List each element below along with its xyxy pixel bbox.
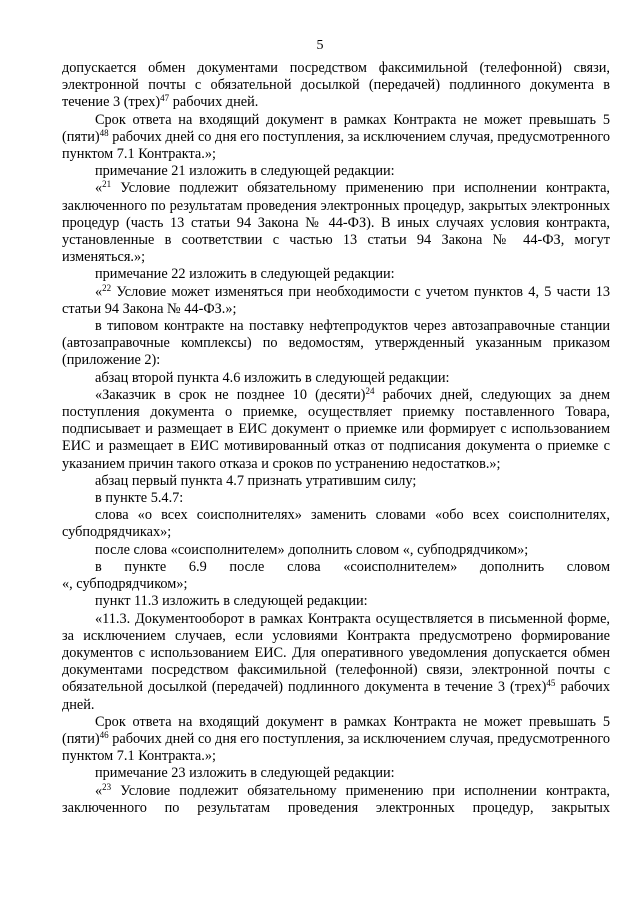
paragraph-text: «	[95, 283, 103, 300]
footnote-ref: 47	[160, 93, 170, 104]
paragraph-text: рабочих дней со дня его поступления, за исключением случая, предусмотренного пунктом 7.1 Контракта.»;	[62, 128, 610, 163]
footnote-ref: 45	[546, 678, 556, 689]
paragraph-text: «	[95, 782, 103, 799]
paragraph	[62, 490, 610, 507]
footnote-ref: 22	[102, 282, 112, 293]
paragraph	[62, 266, 610, 283]
paragraph	[62, 473, 610, 490]
footnote-ref: 46	[99, 729, 109, 740]
paragraph	[62, 370, 610, 387]
paragraph-text: в пункте 5.4.7:	[95, 490, 184, 507]
paragraph-text: примечание 21 изложить в следующей редакции:	[95, 163, 395, 180]
paragraph	[62, 542, 610, 559]
paragraph-text: рабочих дней со дня его поступления, за исключением случая, предусмотренного пунктом 7.1 Контракта.»;	[62, 730, 610, 765]
paragraph	[62, 180, 610, 266]
paragraph	[62, 783, 610, 817]
paragraph-text: «, субподрядчиком»;	[62, 576, 188, 593]
paragraph-text: рабочих дней.	[169, 94, 259, 111]
footnote-ref: 48	[99, 127, 109, 138]
paragraph-text: рабочих дней, следующих за днем поступления документа о приемке, осуществляет приемку поставленного Товара, подписывает и размещает в ЕИС документ о приемке или формирует с использованием ЕИС и размещает в ЕИС мотивированный отказ от подписания документа о приемке с указанием причин такого отказа и сроков по устранению недостатков.»;	[62, 386, 610, 472]
paragraph-text: абзац второй пункта 4.6 изложить в следующей редакции:	[95, 369, 450, 386]
paragraph	[62, 318, 610, 370]
paragraph-text: Срок ответа на входящий документ в рамках Контракта не может превышать 5 (пяти)	[62, 713, 610, 747]
paragraph	[62, 576, 610, 593]
paragraph-text: после слова «соисполнителем» дополнить словом «, субподрядчиком»;	[95, 541, 529, 558]
paragraph-text: Условие подлежит обязательному применению при исполнении контракта, заключенного по результатам проведения электронных процедур, закрытых	[62, 782, 610, 816]
paragraph	[62, 387, 610, 473]
footnote-ref: 21	[102, 179, 112, 190]
paragraph-text: «Заказчик в срок не позднее 10 (десяти)	[95, 386, 366, 403]
paragraph	[62, 112, 610, 164]
paragraph-text: примечание 22 изложить в следующей редакции:	[95, 266, 395, 283]
footnote-ref: 23	[102, 781, 112, 792]
paragraph	[62, 765, 610, 782]
paragraph	[62, 559, 610, 576]
paragraph	[62, 60, 610, 112]
paragraph-text: абзац первый пункта 4.7 признать утратившим силу;	[95, 472, 417, 489]
paragraph	[62, 593, 610, 610]
paragraph-text: Условие подлежит обязательному применению при исполнении контракта, заключенного по результатам проведения электронных процедур, закрытых электронных процедур (часть 13 статьи 94 Закона № 44-ФЗ). В иных случаях условия контракта, установленные в соответствии с частью 13 статьи 94 Закона № 44-ФЗ, могут изменяться.»;	[62, 180, 610, 266]
document-body	[62, 60, 610, 817]
paragraph-text: Условие может изменяться при необходимости с учетом пунктов 4, 5 части 13 статьи 94 Закона № 44-ФЗ.»;	[62, 283, 610, 317]
paragraph	[62, 611, 610, 714]
paragraph-text: в типовом контракте на поставку нефтепродуктов через автозаправочные станции (автозаправочные комплексы) по ведомостям, утвержденный указанным приказом (приложение 2):	[62, 318, 610, 369]
paragraph	[62, 284, 610, 318]
paragraph-text: допускается обмен документами посредством факсимильной (телефонной) связи, электронной почты с обязательной досылкой (передачей) подлинного документа в течение 3 (трех)	[62, 60, 610, 111]
paragraph-text: примечание 23 изложить в следующей редакции:	[95, 765, 395, 782]
paragraph	[62, 163, 610, 180]
paragraph-text: пункт 11.3 изложить в следующей редакции:	[95, 593, 368, 610]
footnote-ref: 24	[365, 385, 375, 396]
paragraph	[62, 714, 610, 766]
paragraph-text: рабочих дней.	[62, 679, 610, 713]
paragraph-text: «11.3. Документооборот в рамках Контракта осуществляется в письменной форме, за исключением случаев, если условиями Контракта предусмотрено формирование документов с использованием ЕИС. Для оперативного уведомления допускается обмен документами посредством факсимильной (телефонной) связи, электронной почты с обязательной досылкой (передачей) подлинного документа в течение 3 (трех)	[62, 610, 610, 696]
page-number: 5	[316, 38, 324, 53]
paragraph	[62, 507, 610, 541]
paragraph-text: слова «о всех соисполнителях» заменить словами «обо всех соисполнителях, субподрядчиках»;	[62, 507, 610, 541]
paragraph-text: «	[95, 180, 103, 197]
paragraph-text: Срок ответа на входящий документ в рамках Контракта не может превышать 5 (пяти)	[62, 111, 610, 145]
paragraph-text: в пункте 6.9 после слова «соисполнителем» дополнить словом	[95, 558, 610, 575]
